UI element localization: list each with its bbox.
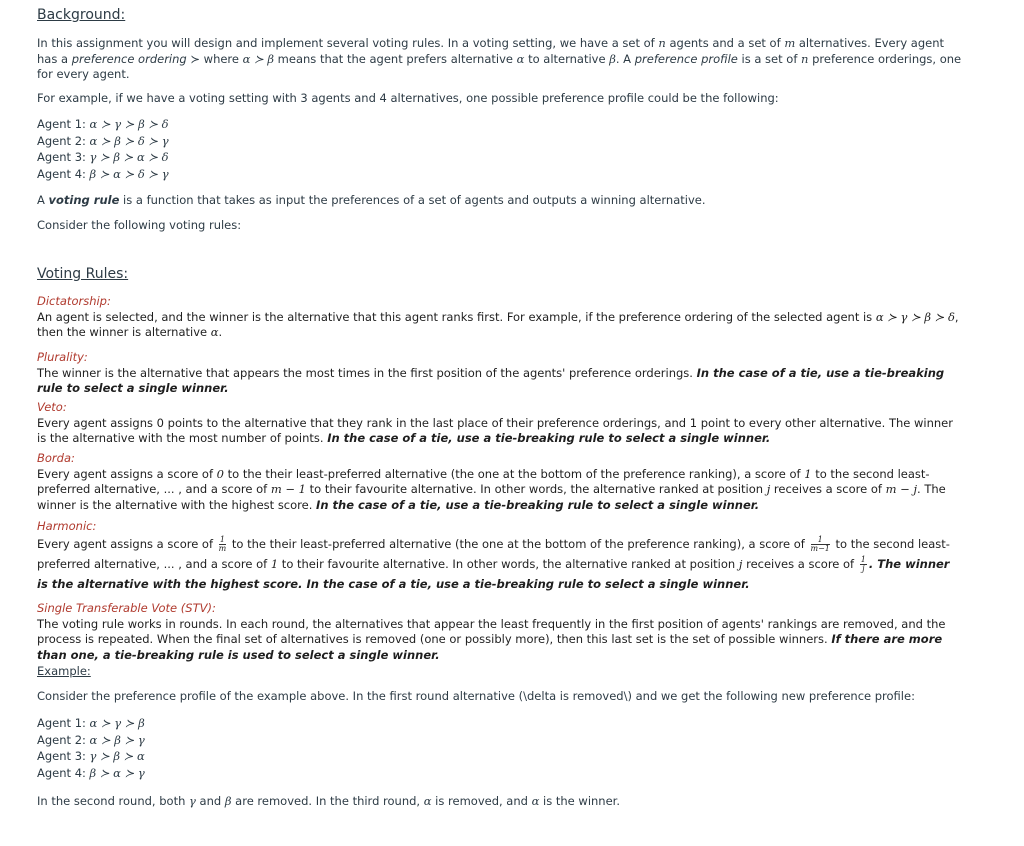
list-item: Agent 4: β ≻ α ≻ δ ≻ γ: [37, 166, 169, 181]
list-item: Agent 3: γ ≻ β ≻ α ≻ δ: [37, 150, 169, 164]
rule-veto: [37, 400, 962, 447]
example-paragraph-2: In the second round, both γ and β are removed. In the third round, α is removed, and α is the winner.: [37, 794, 620, 808]
list-item: Agent 2: α ≻ β ≻ δ ≻ γ: [37, 133, 169, 148]
agent-list: [37, 116, 962, 182]
rule-title: Borda:: [37, 451, 75, 465]
rule-dictatorship: [37, 294, 962, 341]
list-item: Agent 3: γ ≻ β ≻ α: [37, 749, 145, 763]
list-item: Agent 2: α ≻ β ≻ γ: [37, 732, 145, 747]
rule-description: The winner is the alternative that appears the most times in the first position of the agents' preference orderings. In the case of a tie, use a tie-breaking rule to select a single winner.: [37, 365, 945, 395]
fraction-1-over-m: $\frac{1}{m}$: [218, 535, 227, 553]
rule-description: Every agent assigns a score of 0 to the their least-preferred alternative (the one at the bottom of the preference ranking), a score of 1 to the second least-preferred alternative, ... , and a score of m − 1 to their favourite alternative. In other words, the alternative ranked at position j receives a score of m − j. The winner is the alternative with the highest score. In the case of a tie, use a tie-breaking rule to select a single winner.: [37, 466, 946, 512]
rule-borda: [37, 451, 962, 513]
fraction-1-over-j: $\frac{1}{j}$: [860, 555, 866, 573]
example-paragraph-1: Consider the preference profile of the example above. In the first round alternative (\delta is removed\) and we get the following new preference profile:: [37, 689, 915, 703]
background-paragraph-1: In this assignment you will design and implement several voting rules. In a voting setting, we have a set of n agents and a set of m alternatives. Every agent has a preference ordering ≻ where α ≻ β means that the agent prefers alternative α to alternative β. A preference profile is a set of n preference orderings, one for every agent.: [37, 36, 962, 81]
term-preference-ordering: preference ordering: [71, 51, 187, 66]
rule-title: Single Transferable Vote (STV):: [37, 601, 216, 615]
term-preference-profile: preference profile: [634, 51, 738, 66]
rule-stv: [37, 601, 962, 663]
list-item: Agent 4: β ≻ α ≻ γ: [37, 765, 145, 780]
term-voting-rule: voting rule: [48, 193, 120, 207]
rule-title: Plurality:: [37, 350, 88, 364]
background-heading: Background:: [37, 7, 126, 23]
voting-rules-heading: Voting Rules:: [37, 266, 129, 282]
rule-plurality: [37, 350, 962, 397]
rule-title: Dictatorship:: [37, 294, 111, 308]
background-paragraph-2: For example, if we have a voting setting with 3 agents and 4 alternatives, one possible preference profile could be the following:: [37, 91, 779, 105]
rule-description: Every agent assigns a score of $\frac{1}{m}$ to the their least-preferred alternative (the one at the bottom of the preference ranking), a score of $\frac{1}{m-1}$ to the second least-preferred alternative, ... , and a score of 1 to their favourite alternative. In other words, the alternative ranked at position j receives a score of $\frac{1}{j}$ . The winner is the alternative with the highest score. In the case of a tie, use a tie-breaking rule to select a single winner.: [37, 535, 950, 591]
list-item: Agent 1: α ≻ γ ≻ β ≻ δ: [37, 117, 169, 131]
rule-description: The voting rule works in rounds. In each round, the alternatives that appear the least frequently in the first position of agents' rankings are removed, and the process is repeated. When the final set of alternatives is removed (one or possibly more), then this last set is the set of possible winners. If there are more than one, a tie-breaking rule is used to select a single winner.: [37, 616, 946, 662]
rule-title: Veto:: [37, 400, 67, 414]
rule-description: An agent is selected, and the winner is the alternative that this agent ranks first. For example, if the preference ordering of the selected agent is α ≻ γ ≻ β ≻ δ, then the winner is alternative α.: [37, 309, 959, 339]
list-item: Agent 1: α ≻ γ ≻ β: [37, 716, 145, 730]
example-heading: Example:: [37, 664, 91, 678]
rule-harmonic: [37, 519, 962, 594]
rule-description: Every agent assigns 0 points to the alternative that they rank in the last place of their preference orderings, and 1 point to every other alternative. The winner is the alternative with the most number of points. In the case of a tie, use a tie-breaking rule to select a single winner.: [37, 415, 953, 445]
background-paragraph-3: A voting rule is a function that takes as input the preferences of a set of agents and outputs a winning alternative.: [37, 193, 706, 207]
background-paragraph-4: Consider the following voting rules:: [37, 218, 242, 232]
fraction-1-over-m-minus-1: $\frac{1}{m-1}$: [810, 535, 830, 553]
example-agent-list: [37, 715, 962, 781]
rule-title: Harmonic:: [37, 519, 97, 533]
